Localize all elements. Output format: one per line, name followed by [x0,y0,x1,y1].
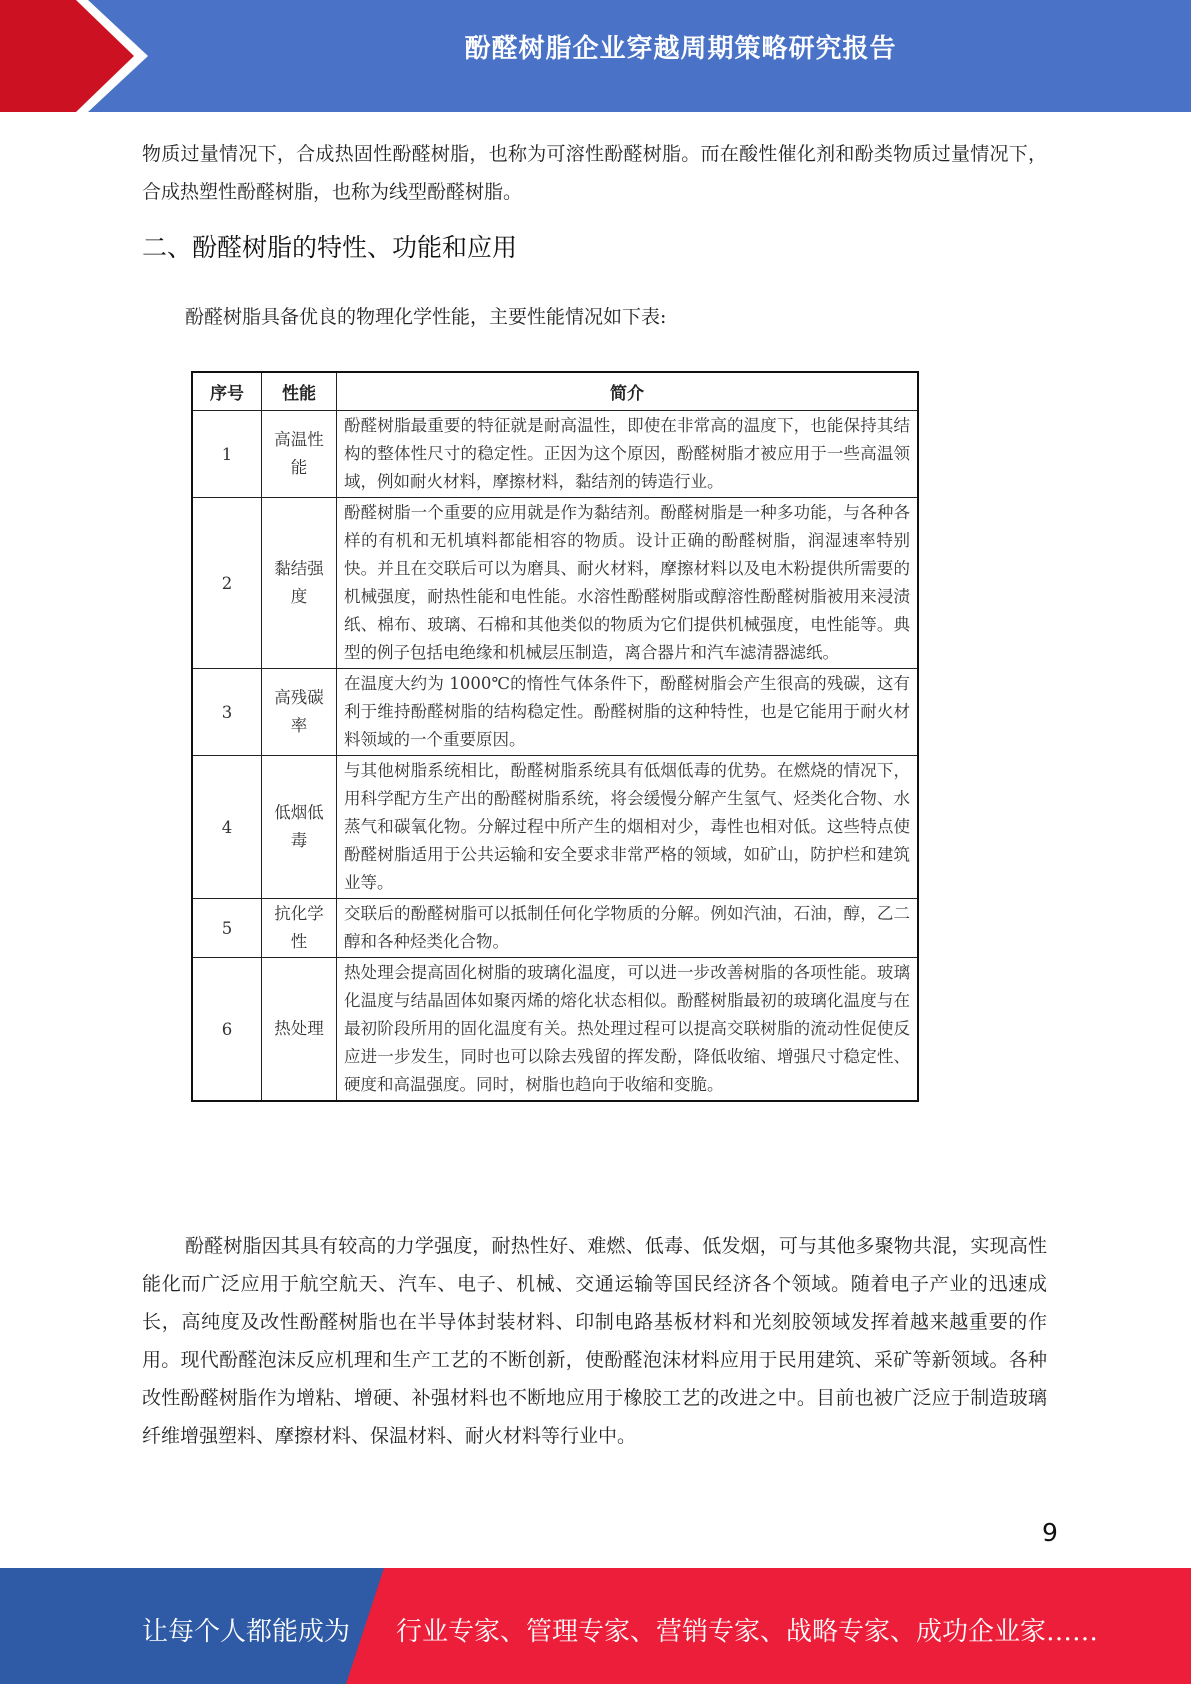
table-row [192,669,918,756]
row-number: 4 [192,756,262,899]
table-header-row [192,372,918,411]
row-description: 酚醛树脂一个重要的应用就是作为黏结剂。酚醛树脂是一种多功能，与各种各样的有机和无机填料都能相容的物质。设计正确的酚醛树脂，润湿速率特别快。并且在交联后可以为磨具、耐火材料，摩擦材料以及电木粉提供所需要的机械强度，耐热性能和电性能。水溶性酚醛树脂或醇溶性酚醛树脂被用来浸渍纸、棉布、玻璃、石棉和其他类似的物质为它们提供机械强度，电性能等。典型的例子包括电绝缘和机械层压制造，离合器片和汽车滤清器滤纸。 [337,498,919,669]
row-description: 酚醛树脂最重要的特征就是耐高温性，即使在非常高的温度下，也能保持其结构的整体性尺寸的稳定性。正因为这个原因，酚醛树脂才被应用于一些高温领域，例如耐火材料，摩擦材料，黏结剂的铸造行业。 [337,411,919,498]
row-property: 低烟低毒 [262,756,337,899]
row-property: 黏结强度 [262,498,337,669]
page-number: 9 [1042,1518,1058,1547]
table-row [192,899,918,958]
intro-paragraph: 物质过量情况下，合成热固性酚醛树脂，也称为可溶性酚醛树脂。而在酸性催化剂和酚类物质过量情况下，合成热塑性酚醛树脂，也称为线型酚醛树脂。 [142,143,1047,203]
table-row [192,756,918,899]
report-title: 酚醛树脂企业穿越周期策略研究报告 [464,34,897,64]
section-heading: 二、酚醛树脂的特性、功能和应用 [142,233,518,262]
closing-paragraph: 酚醛树脂因其具有较高的力学强度，耐热性好、难燃、低毒、低发烟，可与其他多聚物共混，实现高性能化而广泛应用于航空航天、汽车、电子、机械、交通运输等国民经济各个领域。随着电子产业的迅速成长，高纯度及改性酚醛树脂也在半导体封装材料、印制电路基板材料和光刻胶领域发挥着越来越重要的作用。现代酚醛泡沫反应机理和生产工艺的不断创新，使酚醛泡沫材料应用于民用建筑、采矿等新领域。各种改性酚醛树脂作为增粘、增硬、补强材料也不断地应用于橡胶工艺的改进之中。目前也被广泛应于制造玻璃纤维增强塑料、摩擦材料、保温材料、耐火材料等行业中。 [142,1235,1047,1447]
row-number: 2 [192,498,262,669]
table-intro-paragraph: 酚醛树脂具备优良的物理化学性能，主要性能情况如下表: [185,306,667,328]
footer-slogan-right: 行业专家、管理专家、营销专家、战略专家、成功企业家…… [396,1617,1099,1647]
row-description: 交联后的酚醛树脂可以抵制任何化学物质的分解。例如汽油，石油，醇，乙二醇和各种烃类化合物。 [337,899,919,958]
page-footer [0,1568,1191,1684]
row-number: 1 [192,411,262,498]
column-header-property: 性能 [262,372,337,411]
column-header-description: 简介 [337,372,919,411]
row-property: 高温性能 [262,411,337,498]
row-property: 抗化学性 [262,899,337,958]
column-header-number: 序号 [192,372,262,411]
properties-table [191,371,919,1102]
table-row [192,411,918,498]
row-property: 高残碳率 [262,669,337,756]
row-description: 在温度大约为 1000℃的惰性气体条件下，酚醛树脂会产生很高的残碳，这有利于维持酚醛树脂的结构稳定性。酚醛树脂的这种特性，也是它能用于耐火材料领域的一个重要原因。 [337,669,919,756]
row-number: 3 [192,669,262,756]
table-row [192,958,918,1102]
row-number: 5 [192,899,262,958]
table-row [192,498,918,669]
row-description: 热处理会提高固化树脂的玻璃化温度，可以进一步改善树脂的各项性能。玻璃化温度与结晶固体如聚丙烯的熔化状态相似。酚醛树脂最初的玻璃化温度与在最初阶段所用的固化温度有关。热处理过程可以提高交联树脂的流动性促使反应进一步发生，同时也可以除去残留的挥发酚，降低收缩、增强尺寸稳定性、硬度和高温强度。同时，树脂也趋向于收缩和变脆。 [337,958,919,1102]
row-property: 热处理 [262,958,337,1102]
footer-slogan-left: 让每个人都能成为 [142,1617,351,1647]
page-header [0,0,1191,112]
row-number: 6 [192,958,262,1102]
row-description: 与其他树脂系统相比，酚醛树脂系统具有低烟低毒的优势。在燃烧的情况下，用科学配方生产出的酚醛树脂系统，将会缓慢分解产生氢气、烃类化合物、水蒸气和碳氧化物。分解过程中所产生的烟相对少，毒性也相对低。这些特点使酚醛树脂适用于公共运输和安全要求非常严格的领域，如矿山，防护栏和建筑业等。 [337,756,919,899]
